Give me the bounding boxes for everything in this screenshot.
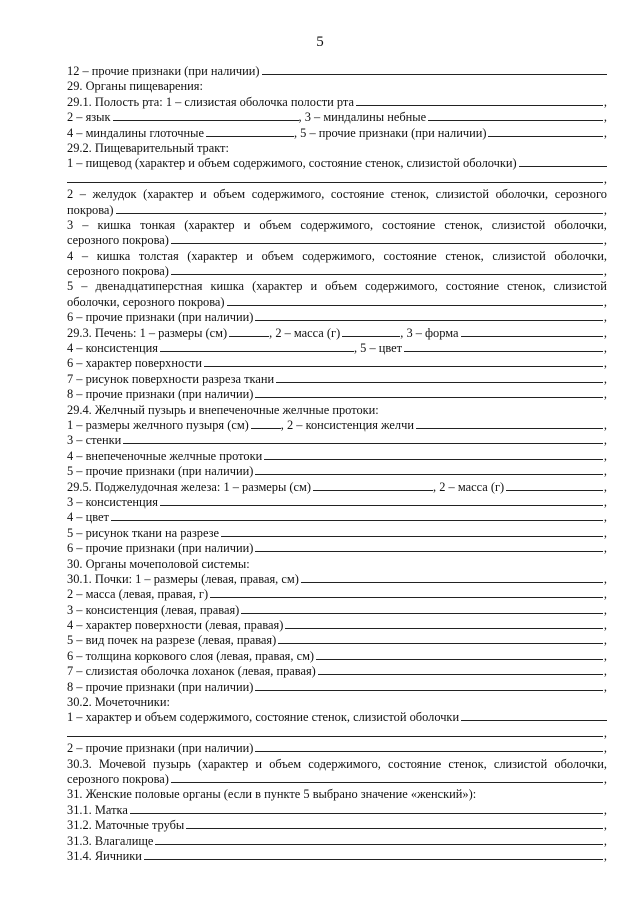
blank-line	[227, 295, 603, 306]
form-row	[67, 818, 607, 833]
blank-line	[229, 326, 269, 337]
word: тонкая	[140, 217, 176, 232]
field-label: серозного покрова)	[67, 233, 169, 248]
blank-line	[111, 510, 603, 521]
comma: ,	[603, 310, 607, 325]
page-number: 5	[316, 34, 324, 50]
word: –	[82, 217, 89, 232]
comma: ,	[603, 602, 607, 617]
form-row	[67, 849, 607, 864]
word: (характер	[184, 217, 235, 232]
word: кишка	[97, 217, 132, 232]
word: содержимого,	[302, 248, 375, 263]
form-row	[67, 372, 607, 387]
comma: ,	[603, 171, 607, 186]
form-body	[67, 64, 607, 864]
form-row	[67, 203, 607, 218]
word: и	[246, 248, 253, 263]
form-row	[67, 79, 607, 94]
word: и	[243, 217, 251, 232]
blank-line	[210, 587, 603, 598]
blank-line	[160, 341, 354, 352]
form-row	[67, 480, 607, 495]
form-row	[67, 541, 607, 556]
comma: ,	[603, 679, 607, 694]
form-row	[67, 557, 607, 572]
blank-line	[461, 326, 603, 337]
field-label: 2 – язык	[67, 110, 111, 125]
comma: ,	[603, 833, 607, 848]
blank-line	[416, 418, 603, 429]
blank-line	[241, 603, 603, 614]
comma: ,	[603, 510, 607, 525]
field-label: , 3 – форма	[400, 325, 459, 340]
form-row	[67, 403, 607, 418]
comma: ,	[603, 110, 607, 125]
word: состояние	[445, 279, 500, 294]
section-heading: 30. Органы мочеполовой системы:	[67, 556, 250, 571]
field-label: 31.2. Маточные трубы	[67, 818, 185, 833]
blank-line	[67, 726, 603, 737]
blank-line	[144, 849, 603, 860]
blank-line	[488, 126, 602, 137]
form-row	[67, 834, 607, 849]
word: объем	[325, 279, 358, 294]
justified-row	[67, 757, 607, 772]
field-label: 3 – консистенция (левая, правая)	[67, 602, 240, 617]
word: и	[200, 187, 207, 202]
blank-line	[255, 741, 603, 752]
field-label: 6 – толщина коркового слоя (левая, правая, см)	[67, 648, 315, 663]
field-label: 3 – стенки	[67, 433, 122, 448]
blank-line	[278, 633, 603, 644]
field-label: 5 – рисунок ткани на разрезе	[67, 525, 220, 540]
field-label: , 3 – миндалины небные	[298, 110, 427, 125]
field-label: , 2 – масса (г)	[433, 479, 505, 494]
form-row	[67, 310, 607, 325]
form-row	[67, 110, 607, 125]
comma: ,	[603, 387, 607, 402]
field-label: серозного покрова)	[67, 771, 169, 786]
blank-line	[428, 110, 603, 121]
word: состояние	[382, 217, 436, 232]
form-row	[67, 772, 607, 787]
blank-line	[461, 710, 607, 721]
word: толстая	[138, 248, 179, 263]
blank-line	[342, 326, 400, 337]
field-label: 8 – прочие признаки (при наличии)	[67, 387, 254, 402]
comma: ,	[603, 371, 607, 386]
field-label: 30.1. Почки: 1 – размеры (левая, правая, см)	[67, 571, 299, 586]
comma: ,	[603, 618, 607, 633]
blank-line	[276, 372, 603, 383]
word: и	[255, 756, 263, 771]
word: объем	[269, 756, 302, 771]
field-label: , 2 – консистенция желчи	[280, 417, 414, 432]
comma: ,	[603, 294, 607, 309]
comma: ,	[603, 571, 607, 586]
blank-line	[519, 156, 607, 167]
field-label: оболочки, серозного покрова)	[67, 294, 225, 309]
form-row	[67, 726, 607, 741]
form-row	[67, 572, 607, 587]
field-label: 12 – прочие признаки (при наличии)	[67, 64, 260, 78]
blank-line	[113, 110, 299, 121]
comma: ,	[603, 448, 607, 463]
word: 2	[67, 187, 74, 202]
blank-line	[204, 356, 603, 367]
field-label: 3 – консистенция	[67, 494, 158, 509]
word: 5	[67, 279, 74, 294]
comma: ,	[603, 848, 607, 863]
comma: ,	[603, 494, 607, 509]
comma: ,	[603, 202, 607, 217]
comma: ,	[603, 417, 607, 432]
field-label: 1 – характер и объем содержимого, состояние стенок, слизистой оболочки	[67, 710, 460, 725]
word: оболочки,	[554, 756, 607, 771]
field-label: 6 – характер поверхности	[67, 356, 203, 371]
word: 3	[67, 217, 74, 232]
word: слизистой	[493, 756, 548, 771]
blank-line	[160, 495, 603, 506]
word: двенадцатиперстная	[95, 279, 203, 294]
comma: ,	[603, 541, 607, 556]
blank-line	[255, 541, 603, 552]
comma: ,	[603, 433, 607, 448]
form-row	[67, 418, 607, 433]
form-row	[67, 787, 607, 802]
field-label: 31.3. Влагалище	[67, 833, 154, 848]
word: состояние	[330, 187, 385, 202]
form-row	[67, 172, 607, 187]
field-label: 4 – цвет	[67, 510, 109, 525]
field-label: 1 – размеры желчного пузыря (см)	[67, 417, 249, 432]
word: слизистой	[435, 187, 490, 202]
form-row	[67, 618, 607, 633]
word: стенок,	[507, 279, 546, 294]
blank-line	[285, 618, 603, 629]
field-label: 1 – пищевод (характер и объем содержимого, состояние стенок, слизистой оболочки)	[67, 156, 517, 171]
field-label: 6 – прочие признаки (при наличии)	[67, 310, 254, 325]
comma: ,	[603, 94, 607, 109]
form-row	[67, 341, 607, 356]
form-row	[67, 664, 607, 679]
word: –	[81, 248, 89, 263]
word: пузырь	[152, 756, 191, 771]
word: и	[310, 279, 318, 294]
word: оболочки,	[554, 248, 607, 263]
blank-line	[116, 203, 603, 214]
word: содержимого,	[300, 217, 374, 232]
word: –	[79, 187, 86, 202]
blank-line	[255, 464, 603, 475]
field-label: , 5 – цвет	[353, 341, 403, 356]
word: объем	[213, 187, 246, 202]
form-row	[67, 695, 607, 710]
comma: ,	[603, 325, 607, 340]
field-label: покрова)	[67, 202, 114, 217]
form-row	[67, 156, 607, 171]
form-row	[67, 95, 607, 110]
field-label: 7 – рисунок поверхности разреза ткани	[67, 371, 275, 386]
comma: ,	[603, 648, 607, 663]
justified-row	[67, 218, 607, 233]
word: 4	[67, 248, 74, 263]
blank-line	[255, 680, 603, 691]
comma: ,	[603, 525, 607, 540]
form-row	[67, 64, 607, 79]
blank-line	[67, 172, 603, 183]
blank-line	[255, 387, 603, 398]
form-row	[67, 433, 607, 448]
field-label: 31.1. Матка	[67, 802, 128, 817]
word: Мочевой	[98, 756, 146, 771]
form-row	[67, 387, 607, 402]
blank-line	[171, 233, 603, 244]
field-label: 4 – консистенция	[67, 341, 158, 356]
blank-line	[313, 480, 433, 491]
blank-line	[251, 418, 281, 429]
word: кишка	[96, 248, 131, 263]
form-row	[67, 587, 607, 602]
comma: ,	[603, 356, 607, 371]
form-row	[67, 449, 607, 464]
section-heading: 31. Женские половые органы (если в пункте 5 выбрано значение «женский»):	[67, 787, 477, 802]
form-row	[67, 464, 607, 479]
justified-row	[67, 249, 607, 264]
justified-row	[67, 187, 607, 202]
word: желудок	[92, 187, 137, 202]
form-row	[67, 633, 607, 648]
blank-line	[171, 772, 603, 783]
form-row	[67, 326, 607, 341]
form-row	[67, 603, 607, 618]
field-label: 8 – прочие признаки (при наличии)	[67, 679, 254, 694]
word: оболочки,	[495, 187, 549, 202]
word: стенок,	[445, 248, 484, 263]
field-label: 5 – вид почек на разрезе (левая, правая)	[67, 633, 277, 648]
form-row	[67, 141, 607, 156]
word: (характер	[143, 187, 194, 202]
field-label: 29.3. Печень: 1 – размеры (см)	[67, 325, 228, 340]
form-row	[67, 126, 607, 141]
word: серозного	[554, 187, 607, 202]
justified-row	[67, 279, 607, 294]
form-row	[67, 264, 607, 279]
word: слизистой	[492, 248, 546, 263]
word: кишка	[210, 279, 245, 294]
word: стенок,	[444, 217, 483, 232]
blank-line	[506, 480, 603, 491]
field-label: 7 – слизистая оболочка лоханок (левая, правая)	[67, 664, 316, 679]
word: содержимого,	[308, 756, 381, 771]
field-label: 5 – прочие признаки (при наличии)	[67, 464, 254, 479]
form-row	[67, 510, 607, 525]
section-heading: 29. Органы пищеварения:	[67, 79, 203, 94]
word: состояние	[383, 248, 437, 263]
comma: ,	[603, 725, 607, 740]
comma: ,	[603, 741, 607, 756]
word: слизистой	[491, 217, 546, 232]
form-row	[67, 649, 607, 664]
section-heading: 29.2. Пищеварительный тракт:	[67, 140, 229, 155]
word: содержимого,	[251, 187, 325, 202]
form-row	[67, 803, 607, 818]
comma: ,	[603, 587, 607, 602]
word: –	[81, 279, 88, 294]
form-row	[67, 295, 607, 310]
comma: ,	[603, 233, 607, 248]
blank-line	[221, 526, 603, 537]
form-row	[67, 233, 607, 248]
comma: ,	[603, 479, 607, 494]
blank-line	[123, 433, 603, 444]
comma: ,	[603, 464, 607, 479]
field-label: 4 – характер поверхности (левая, правая)	[67, 618, 284, 633]
word: слизистой	[553, 279, 607, 294]
form-row	[67, 680, 607, 695]
blank-line	[316, 649, 603, 660]
blank-line	[318, 664, 603, 675]
word: (характер	[187, 248, 238, 263]
blank-line	[130, 803, 603, 814]
field-label: 2 – масса (левая, правая, г)	[67, 587, 209, 602]
blank-line	[404, 341, 603, 352]
word: стенок,	[390, 187, 430, 202]
comma: ,	[603, 664, 607, 679]
form-row	[67, 526, 607, 541]
field-label: 29.5. Поджелудочная железа: 1 – размеры (см)	[67, 479, 312, 494]
blank-line	[301, 572, 603, 583]
form-row	[67, 495, 607, 510]
comma: ,	[603, 264, 607, 279]
blank-line	[262, 64, 607, 75]
blank-line	[155, 834, 603, 845]
word: объем	[261, 248, 294, 263]
blank-line	[264, 449, 603, 460]
word: объем	[259, 217, 292, 232]
word: состояние	[388, 756, 442, 771]
blank-line	[171, 264, 603, 275]
field-label: , 2 – масса (г)	[269, 325, 341, 340]
comma: ,	[603, 341, 607, 356]
comma: ,	[603, 802, 607, 817]
word: 30.3.	[67, 756, 92, 771]
field-label: 31.4. Яичники	[67, 848, 142, 863]
blank-line	[186, 818, 603, 829]
field-label: 2 – прочие признаки (при наличии)	[67, 741, 254, 756]
comma: ,	[603, 633, 607, 648]
blank-line	[356, 95, 603, 106]
form-row	[67, 741, 607, 756]
word: (характер	[197, 756, 249, 771]
field-label: , 5 – прочие признаки (при наличии)	[293, 125, 487, 140]
section-heading: 30.2. Мочеточники:	[67, 695, 170, 710]
form-row	[67, 710, 607, 725]
blank-line	[255, 310, 603, 321]
word: оболочки,	[554, 217, 607, 232]
field-label: 29.1. Полость рта: 1 – слизистая оболочка полости рта	[67, 94, 354, 109]
form-row	[67, 356, 607, 371]
comma: ,	[603, 771, 607, 786]
word: (характер	[252, 279, 303, 294]
field-label: 4 – внепеченочные желчные протоки	[67, 448, 263, 463]
field-label: 4 – миндалины глоточные	[67, 125, 204, 140]
blank-line	[206, 126, 294, 137]
comma: ,	[603, 125, 607, 140]
word: содержимого,	[365, 279, 438, 294]
section-heading: 29.4. Желчный пузырь и внепеченочные желчные протоки:	[67, 402, 379, 417]
field-label: 6 – прочие признаки (при наличии)	[67, 541, 254, 556]
field-label: серозного покрова)	[67, 264, 169, 279]
word: стенок,	[448, 756, 487, 771]
comma: ,	[603, 818, 607, 833]
